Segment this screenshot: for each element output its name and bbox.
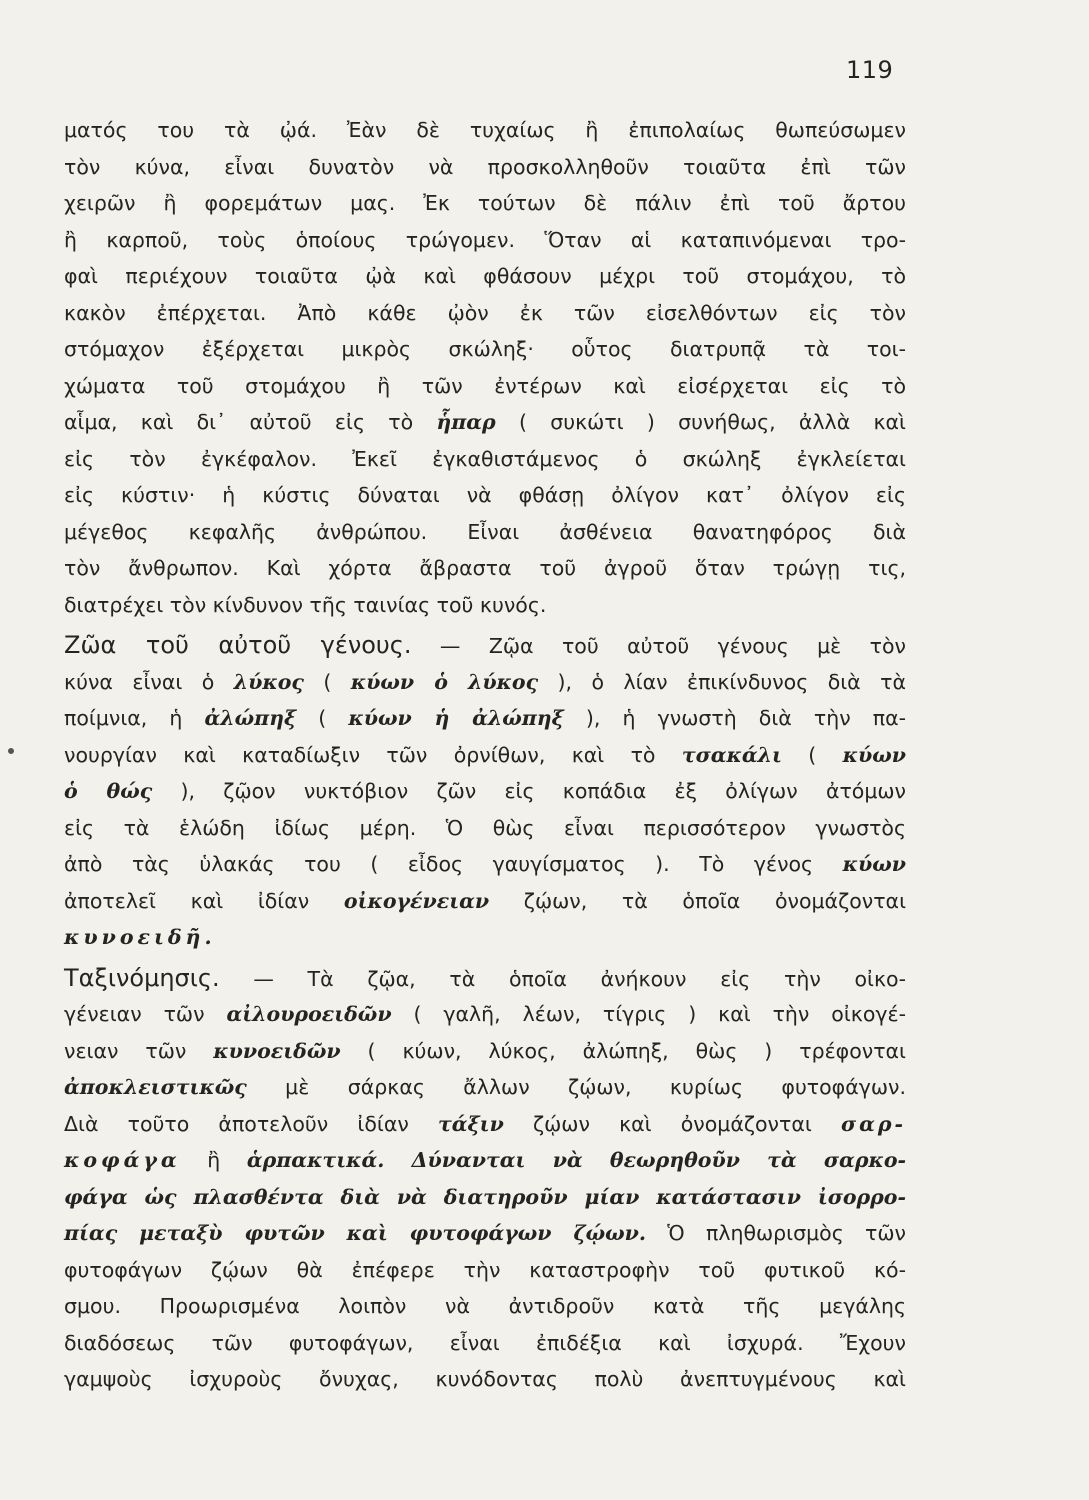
text-line: Διὰ τοῦτο ἀποτελοῦν ἰδίαν τάξιν ζῴων καὶ ὀνομάζονται σαρ-	[64, 1111, 907, 1136]
page-number: 119	[846, 56, 894, 84]
text-line: τὸν κύνα, εἶναι δυνατὸν νὰ προσκολληθοῦν τοιαῦτα ἐπὶ τῶν	[64, 154, 906, 179]
text-line: διαδόσεως τῶν φυτοφάγων, εἶναι ἐπιδέξια καὶ ἰσχυρά. Ἔχουν	[64, 1330, 906, 1355]
text-line: φαὶ περιέχουν τοιαῦτα ᾠὰ καὶ φθάσουν μέχρι τοῦ στομάχου, τὸ	[64, 264, 906, 288]
text-line: κύνα εἶναι ὁ λύκος ( κύων ὁ λύκος ), ὁ λίαν ἐπικίνδυνος διὰ τὰ	[64, 669, 907, 694]
text-line: εἰς τὸν ἐγκέφαλον. Ἐκεῖ ἐγκαθιστάμενος ὁ σκώληξ ἐγκλείεται	[64, 446, 906, 471]
text-line: εἰς τὰ ἑλώδη ἰδίως μέρη. Ὁ θὼς εἶναι περισσότερον γνωστὸς	[64, 815, 906, 840]
text-line: σμου. Προωρισμένα λοιπὸν νὰ ἀντιδροῦν κατὰ τῆς μεγάλης	[64, 1294, 906, 1318]
text-line	[64, 919, 906, 956]
text-line: μέγεθος κεφαλῆς ἀνθρώπου. Εἶναι ἀσθένεια θανατηφόρος διὰ	[64, 519, 906, 544]
italic-term: φάγα ὡς πλασθέντα διὰ νὰ διατηροῦν μίαν κατάστασιν ἰσορρο-	[64, 1184, 906, 1209]
text-line: χειρῶν ἢ φορεμάτων μας. Ἐκ τούτων δὲ πάλιν ἐπὶ τοῦ ἄρτου	[64, 191, 906, 215]
text-line: τὸν ἄνθρωπον. Καὶ χόρτα ἄβραστα τοῦ ἀγροῦ ὅταν τρώγῃ τις,	[64, 556, 906, 580]
italic-term: αἰλουροειδῶν	[226, 1002, 392, 1026]
italic-term: ἀλώπηξ	[204, 706, 297, 730]
italic-term: κύων	[842, 742, 907, 767]
text-line: ὁ θώς ), ζῷον νυκτόβιον ζῶν εἰς κοπάδια ἐξ ὀλίγων ἀτόμων	[64, 779, 906, 803]
italic-term: ἧπαρ	[436, 410, 496, 434]
text-line: χώματα τοῦ στομάχου ἢ τῶν ἐντέρων καὶ εἰσέρχεται εἰς τὸ	[64, 373, 906, 398]
italic-term: τάξιν	[437, 1111, 504, 1136]
italic-term: κύων	[842, 852, 906, 876]
text-line: κακὸν ἐπέρχεται. Ἀπὸ κάθε ᾠὸν ἐκ τῶν εἰσελθόντων εἰς τὸν	[64, 300, 906, 325]
italic-term: λύκος	[233, 669, 304, 694]
text-line: γαμψοὺς ἰσχυροὺς ὄνυχας, κυνόδοντας πολὺ ἀνεπτυγμένους καὶ	[64, 1367, 906, 1391]
italic-term: κυνοειδῶν	[213, 1038, 341, 1063]
text-line: ἀπὸ τὰς ὑλακάς του ( εἶδος γαυγίσματος ). Τὸ γένος κύων	[64, 852, 906, 876]
italic-term: τσακάλι	[681, 742, 782, 767]
text-line: Ζῶα τοῦ αὐτοῦ γένους. — Ζῷα τοῦ αὐτοῦ γένους μὲ τὸν	[64, 631, 907, 659]
text-line: πίας μεταξὺ φυτῶν καὶ φυτοφάγων ζῴων. Ὁ πληθωρισμὸς τῶν	[64, 1221, 906, 1245]
text-line: εἰς κύστιν· ἡ κύστις δύναται νὰ φθάσῃ ὀλίγον κατ᾽ ὀλίγον εἰς	[64, 483, 906, 507]
italic-term: σαρ-	[840, 1111, 907, 1136]
italic-term: πίας μεταξὺ φυτῶν καὶ φυτοφάγων ζῴων.	[64, 1221, 646, 1245]
section-heading: Ζῶα τοῦ αὐτοῦ γένους.	[64, 631, 412, 659]
text-line: αἷμα, καὶ δι᾽ αὐτοῦ εἰς τὸ ἧπαρ ( συκώτι ) συνήθως, ἀλλὰ καὶ	[64, 410, 906, 434]
text-line: ἀποτελεῖ καὶ ἰδίαν οἰκογένειαν ζῴων, τὰ ὁποῖα ὀνομάζονται	[64, 888, 907, 913]
text-line: νειαν τῶν κυνοειδῶν ( κύων, λύκος, ἀλώπηξ, θὼς ) τρέφονται	[64, 1038, 906, 1063]
text-line: ματός του τὰ ᾠά. Ἐὰν δὲ τυχαίως ἢ ἐπιπολαίως θωπεύσωμεν	[64, 118, 906, 142]
text-line: φυτοφάγων ζῴων θὰ ἐπέφερε τὴν καταστροφὴν τοῦ φυτικοῦ κό-	[64, 1257, 906, 1282]
text-line: νουργίαν καὶ καταδίωξιν τῶν ὀρνίθων, καὶ τὸ τσακάλι ( κύων	[64, 742, 907, 767]
page-body	[64, 112, 906, 1398]
italic-term: οἰκογένειαν	[343, 888, 490, 913]
text-line: ἢ καρποῦ, τοὺς ὁποίους τρώγομεν. Ὅταν αἱ καταπινόμεναι τρο-	[64, 227, 906, 252]
text-line	[64, 1179, 906, 1216]
italic-term: ἀποκλειστικῶς	[64, 1075, 247, 1099]
italic-term: ἁρπακτικά. Δύνανται νὰ θεωρηθοῦν τὰ σαρκο-	[246, 1148, 906, 1172]
text-line: ἀποκλειστικῶς μὲ σάρκας ἄλλων ζῴων, κυρίως φυτοφάγων.	[64, 1075, 906, 1099]
italic-term: κύων ὁ λύκος	[350, 669, 539, 694]
text-line: διατρέχει τὸν κίνδυνον τῆς ταινίας τοῦ κυνός.	[64, 592, 547, 617]
text-line: ποίμνια, ἡ ἀλώπηξ ( κύων ἡ ἀλώπηξ ), ἡ γνωστὴ διὰ τὴν πα-	[64, 706, 907, 730]
italic-term: κοφάγα	[64, 1148, 181, 1172]
italic-term: κυνοειδῆ.	[64, 925, 216, 949]
italic-term: κύων ἡ ἀλώπηξ	[348, 706, 564, 730]
text-line: γένειαν τῶν αἰλουροειδῶν ( γαλῆ, λέων, τίγρις ) καὶ τὴν οἰκογέ-	[64, 1002, 907, 1026]
text-line: στόμαχον ἐξέρχεται μικρὸς σκώληξ· οὗτος διατρυπᾷ τὰ τοι-	[64, 337, 906, 361]
text-line: κοφάγα ἢ ἁρπακτικά. Δύνανται νὰ θεωρηθοῦν τὰ σαρκο-	[64, 1148, 906, 1172]
text-line: Ταξινόμησις. — Τὰ ζῷα, τὰ ὁποῖα ἀνήκουν εἰς τὴν οἰκο-	[64, 963, 906, 992]
section-heading: Ταξινόμησις.	[64, 963, 220, 992]
italic-term: ὁ θώς	[64, 779, 153, 803]
margin-dot	[8, 748, 14, 754]
